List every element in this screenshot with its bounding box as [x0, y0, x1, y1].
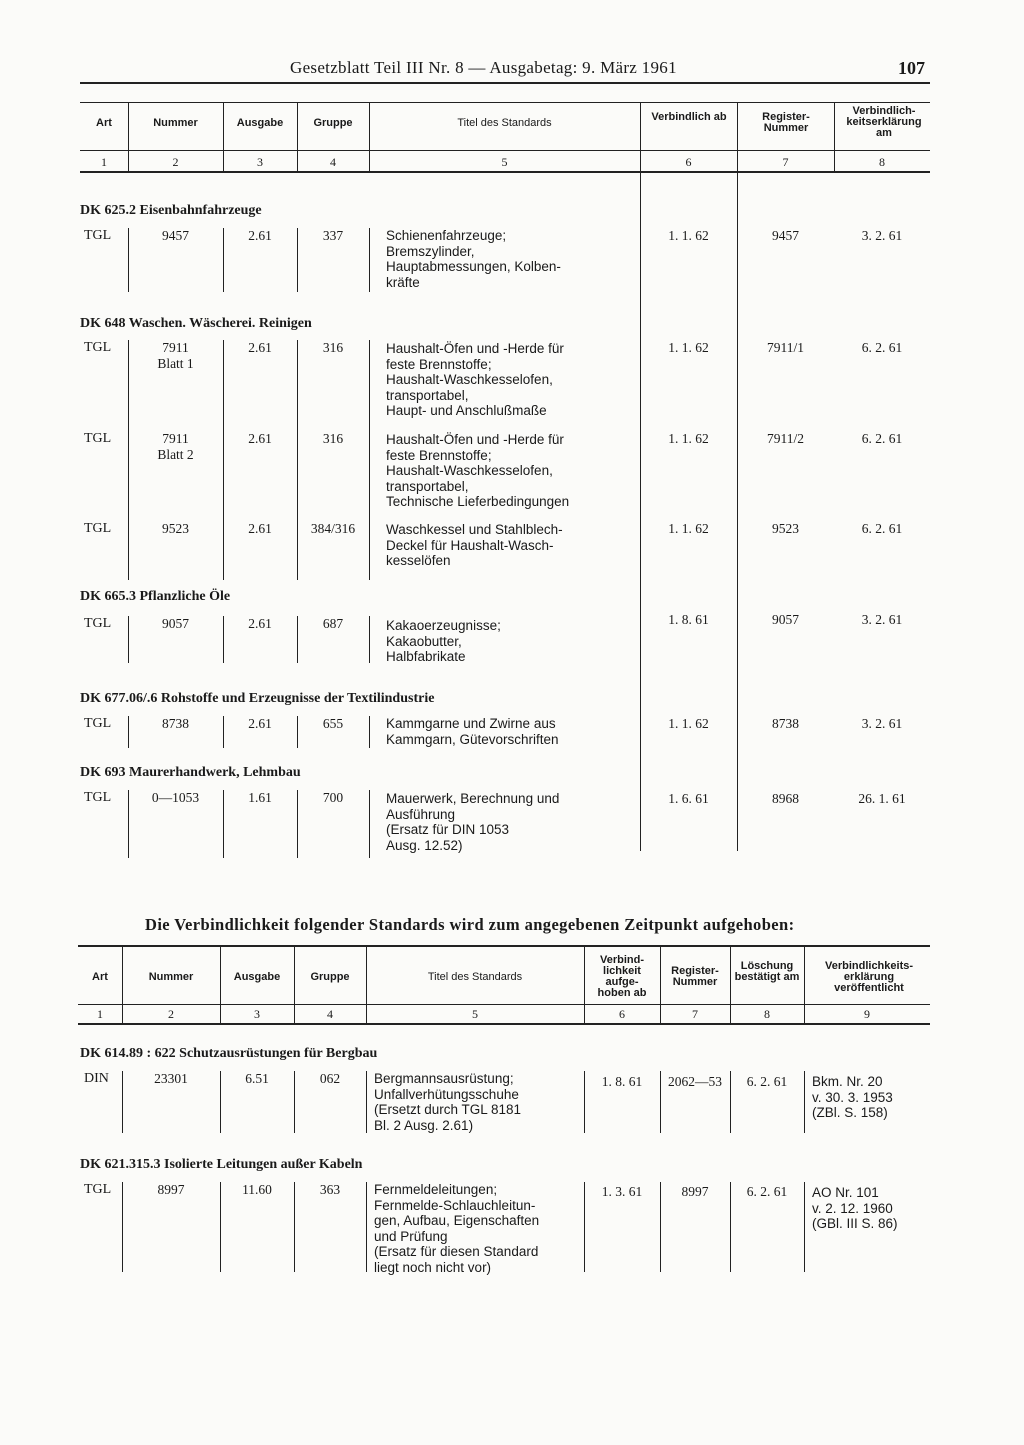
cell-erklaerung: 6. 2. 61 [861, 431, 903, 446]
cell-titel [386, 522, 563, 569]
titel-line: Technische Lieferbedingungen [386, 494, 570, 509]
cell-art: TGL [84, 1182, 112, 1197]
cell-art: TGL [84, 340, 112, 355]
titel-line: liegt noch nicht vor) [374, 1259, 492, 1275]
cell-gruppe: 655 [322, 716, 344, 731]
cell-verbindlich-ab: 1. 1. 62 [668, 340, 709, 355]
titel-line: Bergmannsausrüstung; [374, 1071, 514, 1086]
titel-line: Haushalt-Öfen und -Herde für [386, 341, 564, 356]
row-divider [366, 1182, 367, 1272]
veroeffentlicht-line: AO Nr. 101 [812, 1185, 879, 1200]
section2-title: Die Verbindlichkeit folgender Standards wird zum angegebenen Zeitpunkt aufgehoben: [145, 915, 795, 934]
table1-colnum: 4 [330, 155, 336, 169]
table2-header-art: Art [92, 971, 108, 983]
cell-titel [386, 618, 501, 665]
titel-line: transportabel, [386, 387, 469, 403]
table2-colnum-rule [78, 1023, 930, 1025]
cell-loeschung: 6. 2. 61 [746, 1184, 788, 1199]
table2-colnum: 6 [619, 1007, 625, 1021]
titel-line: Kakaoerzeugnisse; [386, 618, 501, 633]
titel-line: Bremszylinder, [386, 243, 475, 259]
row-divider [804, 1182, 805, 1272]
table1-divider [737, 171, 738, 851]
cell-erklaerung: 3. 2. 61 [861, 228, 903, 243]
cell-gruppe: 316 [322, 340, 344, 355]
cell-ausgabe: 2.61 [248, 716, 272, 731]
table2-header-aufgehoben-ab: Verbind-lichkeit aufge-hoben ab [597, 954, 647, 999]
cell-gruppe: 316 [322, 431, 344, 446]
cell-register: 9457 [772, 228, 799, 243]
titel-line: Bl. 2 Ausg. 2.61) [374, 1117, 474, 1133]
table1-top-rule [80, 102, 930, 103]
table1-divider [640, 171, 641, 851]
cell-art: DIN [84, 1071, 109, 1086]
titel-line: Schienenfahrzeuge; [386, 228, 507, 243]
veroeffentlicht-line: v. 30. 3. 1953 [812, 1089, 893, 1105]
titel-line: feste Brennstoffe; [386, 356, 492, 372]
cell-art: TGL [84, 616, 112, 631]
table1-header-rule [80, 150, 930, 151]
titel-line: kräfte [386, 274, 420, 290]
table2-colnum: 3 [254, 1007, 260, 1021]
running-title: Gesetzblatt Teil III Nr. 8 — Ausgabetag: 9. März 1961 [290, 58, 677, 77]
table1-colnum: 6 [685, 155, 692, 169]
cell-register: 9057 [772, 612, 799, 627]
veroeffentlicht-line: (GBl. III S. 86) [812, 1216, 898, 1231]
veroeffentlicht-line: v. 2. 12. 1960 [812, 1200, 893, 1216]
titel-line: Kammgarn, Gütevorschriften [386, 731, 559, 747]
cell-erklaerung: 6. 2. 61 [861, 340, 903, 355]
cell-verbindlich-ab: 1. 6. 61 [668, 791, 709, 806]
cell-ausgabe: 2.61 [248, 616, 272, 631]
titel-line: (Ersatz für diesen Standard [374, 1244, 539, 1259]
cell-titel [386, 716, 559, 747]
cell-register: 7911/1 [767, 340, 804, 355]
table1-colnum: 3 [257, 155, 263, 169]
nummer-line: 7911 [162, 340, 189, 355]
header-rule [80, 82, 930, 84]
table1-header-ausgabe: Ausgabe [236, 117, 284, 129]
table1-colnum: 7 [782, 155, 789, 169]
titel-line: Deckel für Haushalt-Wasch- [386, 537, 554, 553]
cell-ausgabe: 11.60 [242, 1182, 272, 1197]
titel-line: Kammgarne und Zwirne aus [386, 716, 556, 731]
titel-line: gen, Aufbau, Eigenschaften [374, 1213, 540, 1228]
cell-verbindlich-ab: 1. 1. 62 [668, 228, 709, 243]
cell-titel [386, 432, 569, 510]
cell-erklaerung: 3. 2. 61 [861, 716, 903, 731]
row-divider [369, 616, 370, 663]
table1-header-verbindlich-ab: Verbindlich ab [651, 111, 727, 123]
titel-line: Haushalt-Waschkesselofen, [386, 372, 553, 387]
table2-header-gruppe: Gruppe [310, 971, 350, 983]
cell-nummer: 23301 [154, 1071, 188, 1086]
cell-erklaerung: 6. 2. 61 [861, 521, 903, 536]
cell-nummer: 9523 [162, 521, 189, 536]
cell-nummer: 8738 [162, 716, 189, 731]
cell-veroeffentlicht [812, 1185, 898, 1232]
table2-header-ausgabe: Ausgabe [233, 971, 281, 983]
cell-art: TGL [84, 790, 112, 805]
cell-titel [374, 1071, 521, 1133]
table1-header-nummer: Nummer [153, 117, 198, 129]
section-heading: DK 665.3 Pflanzliche Öle [80, 589, 231, 604]
titel-line: Mauerwerk, Berechnung und [386, 791, 560, 806]
titel-line: (Ersatz für DIN 1053 [386, 822, 510, 837]
table2-colnum: 1 [97, 1007, 103, 1021]
titel-line: Fernmelde-Schlauchleitun- [374, 1197, 536, 1213]
cell-ausgabe: 2.61 [248, 431, 272, 446]
cell-nummer: 9457 [162, 228, 189, 243]
titel-line: Unfallverhütungsschuhe [374, 1086, 519, 1102]
cell-erklaerung: 3. 2. 61 [861, 612, 903, 627]
table2-colnum: 5 [472, 1007, 478, 1021]
cell-register: 9523 [772, 521, 799, 536]
cell-verbindlich-ab: 1. 1. 62 [668, 521, 709, 536]
section-heading: DK 625.2 Eisenbahnfahrzeuge [80, 203, 262, 218]
row-divider [369, 340, 370, 580]
table2-colnum: 8 [764, 1007, 770, 1021]
nummer-line: 7911 [162, 431, 189, 446]
nummer-line: Blatt 2 [157, 446, 194, 462]
row-divider [369, 790, 370, 858]
titel-line: Fernmeldeleitungen; [374, 1182, 498, 1197]
cell-ausgabe: 2.61 [248, 228, 272, 243]
cell-gruppe: 363 [319, 1182, 341, 1197]
titel-line: (Ersetzt durch TGL 8181 [374, 1102, 522, 1117]
veroeffentlicht-line: Bkm. Nr. 20 [812, 1074, 883, 1089]
table2-header-veroeffentlicht: Verbindlichkeits-erklärung veröffentlicht [824, 960, 914, 994]
section-heading: DK 677.06/.6 Rohstoffe und Erzeugnisse der Textilindustrie [80, 691, 435, 706]
table2-header-nummer: Nummer [148, 971, 194, 983]
table1-header-art: Art [96, 117, 112, 129]
titel-line: kesselöfen [386, 553, 451, 568]
cell-gruppe: 384/316 [310, 521, 356, 536]
cell-loeschung: 6. 2. 61 [746, 1074, 788, 1089]
table2-colnum: 4 [327, 1007, 333, 1021]
cell-art: TGL [84, 521, 112, 536]
cell-gruppe: 337 [322, 228, 344, 243]
section-heading: DK 614.89 : 622 Schutzausrüstungen für Bergbau [80, 1046, 378, 1061]
table1-colnum-rule [80, 171, 930, 173]
cell-nummer [128, 431, 223, 462]
cell-register: 8968 [772, 791, 799, 806]
cell-aufgehoben-ab: 1. 3. 61 [601, 1184, 643, 1199]
cell-art: TGL [84, 431, 112, 446]
cell-ausgabe: 2.61 [248, 521, 272, 536]
cell-titel [386, 791, 559, 853]
section-heading: DK 621.315.3 Isolierte Leitungen außer Kabeln [80, 1157, 363, 1172]
table2-header-register: Register-Nummer [671, 965, 719, 988]
titel-line: feste Brennstoffe; [386, 447, 492, 463]
cell-erklaerung: 26. 1. 61 [858, 791, 906, 806]
cell-verbindlich-ab: 1. 1. 62 [668, 716, 709, 731]
titel-line: Hauptabmessungen, Kolben- [386, 259, 561, 274]
section-heading: DK 693 Maurerhandwerk, Lehmbau [80, 765, 301, 780]
table2-top-rule [78, 945, 930, 947]
cell-register: 7911/2 [767, 431, 804, 446]
cell-aufgehoben-ab: 1. 8. 61 [601, 1074, 643, 1089]
row-divider [369, 228, 370, 292]
cell-verbindlich-ab: 1. 8. 61 [668, 612, 709, 627]
cell-gruppe: 700 [322, 790, 344, 805]
titel-line: Haushalt-Öfen und -Herde für [386, 432, 564, 447]
table1-colnum: 1 [101, 155, 107, 169]
table1-header-register: Register-Nummer [762, 111, 810, 134]
table2-header-loeschung: Löschung bestätigt am [734, 960, 800, 983]
table2-header-rule [78, 1004, 930, 1005]
row-divider [369, 716, 370, 748]
cell-gruppe: 062 [319, 1071, 341, 1086]
table1-header-gruppe: Gruppe [313, 117, 353, 129]
titel-line: Ausg. 12.52) [386, 837, 463, 853]
cell-gruppe: 687 [322, 616, 344, 631]
titel-line: Halbfabrikate [386, 649, 466, 664]
cell-titel [386, 341, 564, 419]
titel-line: und Prüfung [374, 1228, 448, 1244]
veroeffentlicht-line: (ZBl. S. 158) [812, 1105, 888, 1120]
table1-colnum: 5 [501, 155, 508, 169]
titel-line: transportabel, [386, 478, 469, 494]
cell-ausgabe: 2.61 [248, 340, 272, 355]
cell-verbindlich-ab: 1. 1. 62 [668, 431, 709, 446]
titel-line: Haupt- und Anschlußmaße [386, 403, 547, 418]
row-divider [804, 1071, 805, 1133]
cell-titel [386, 228, 561, 290]
cell-ausgabe: 1.61 [248, 790, 272, 805]
table1-header-titel: Titel des Standards [457, 117, 552, 129]
cell-nummer: 9057 [162, 616, 189, 631]
cell-nummer: 0—1053 [151, 790, 200, 805]
cell-register: 8738 [772, 716, 799, 731]
titel-line: Waschkessel und Stahlblech- [386, 522, 563, 537]
titel-line: Kakaobutter, [386, 633, 462, 649]
cell-ausgabe: 6.51 [245, 1071, 269, 1086]
row-divider [297, 340, 298, 580]
table1-colnum: 2 [172, 155, 179, 169]
cell-art: TGL [84, 228, 112, 243]
cell-register: 2062—53 [668, 1074, 722, 1089]
nummer-line: Blatt 1 [157, 355, 194, 371]
table2-header-titel: Titel des Standards [427, 971, 523, 983]
titel-line: Ausführung [386, 806, 456, 822]
titel-line: Haushalt-Waschkesselofen, [386, 463, 553, 478]
table1-header-erklaerung: Verbindlich-keitserklärung am [846, 105, 922, 139]
cell-art: TGL [84, 716, 112, 731]
cell-titel [374, 1182, 539, 1275]
table2-colnum: 2 [168, 1007, 174, 1021]
page-number: 107 [898, 58, 925, 78]
table2-colnum: 9 [864, 1007, 870, 1021]
cell-register: 8997 [681, 1184, 709, 1199]
cell-nummer: 8997 [157, 1182, 185, 1197]
row-divider [366, 1071, 367, 1133]
row-divider [223, 340, 224, 580]
cell-veroeffentlicht [812, 1074, 893, 1121]
table2-colnum: 7 [692, 1007, 698, 1021]
table1-colnum: 8 [879, 155, 885, 169]
cell-nummer [128, 340, 223, 371]
section-heading: DK 648 Waschen. Wäscherei. Reinigen [80, 316, 312, 331]
